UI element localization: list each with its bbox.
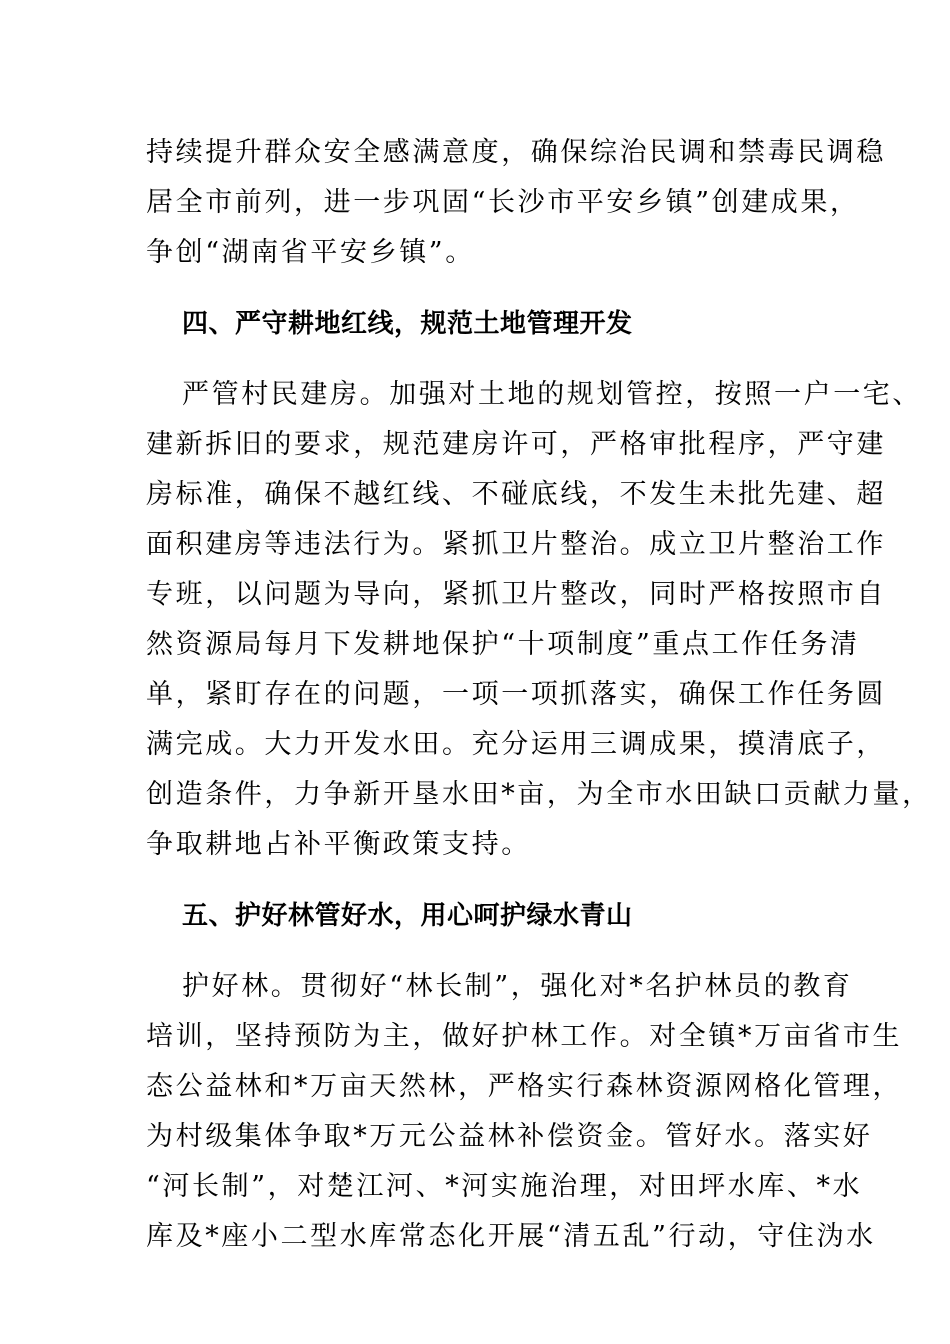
section-heading-5: 五、护好林管好水，用心呵护绿水青山 [182,901,633,931]
section-heading-4: 四、严守耕地红线，规范土地管理开发 [182,309,633,339]
text-line: 单，紧盯存在的问题，一项一项抓落实，确保工作任务圆 [146,679,886,710]
text-line: 态公益林和*万亩天然林，严格实行森林资源网格化管理， [146,1071,903,1102]
text-line: 严管村民建房。加强对土地的规划管控，按照一户一宅、 [182,379,922,410]
text-line: 面积建房等违法行为。紧抓卫片整治。成立卫片整治工作 [146,529,886,560]
text-line: 房标准，确保不越红线、不碰底线，不发生未批先建、超 [146,479,886,510]
text-line: 为村级集体争取*万元公益林补偿资金。管好水。落实好 [146,1121,873,1152]
paragraph-land-management [146,370,932,870]
text-line: 建新拆旧的要求，规范建房许可，严格审批程序，严守建 [146,429,886,460]
text-line: 创造条件，力争新开垦水田*亩，为全市水田缺口贡献力量， [146,779,932,810]
text-line: 培训，坚持预防为主，做好护林工作。对全镇*万亩省市生 [146,1021,903,1052]
text-line: 争取耕地占补平衡政策支持。 [146,829,531,860]
text-line: 护好林。贯彻好“林长制”，强化对*名护林员的教育 [182,971,853,1002]
text-line: 满完成。大力开发水田。充分运用三调成果，摸清底子， [146,729,886,760]
paragraph-forest-water [146,962,903,1262]
text-line: 库及*座小二型水库常态化开展“清五乱”行动，守住沩水 [146,1221,876,1252]
spacer [146,941,826,962]
spacer [146,278,826,299]
text-line: 持续提升群众安全感满意度，确保综治民调和禁毒民调稳 [146,137,886,168]
spacer [146,349,826,370]
paragraph-public-safety [146,128,886,278]
text-line: “河长制”，对楚江河、*河实施治理，对田坪水库、*水 [146,1171,863,1202]
document-body [146,128,932,1262]
text-line: 专班，以问题为导向，紧抓卫片整改，同时严格按照市自 [146,579,886,610]
text-line: 争创“湖南省平安乡镇”。 [146,237,475,268]
text-line: 然资源局每月下发耕地保护“十项制度”重点工作任务清 [146,629,860,660]
spacer [146,870,826,891]
text-line: 居全市前列，进一步巩固“长沙市平安乡镇”创建成果， [146,187,860,218]
